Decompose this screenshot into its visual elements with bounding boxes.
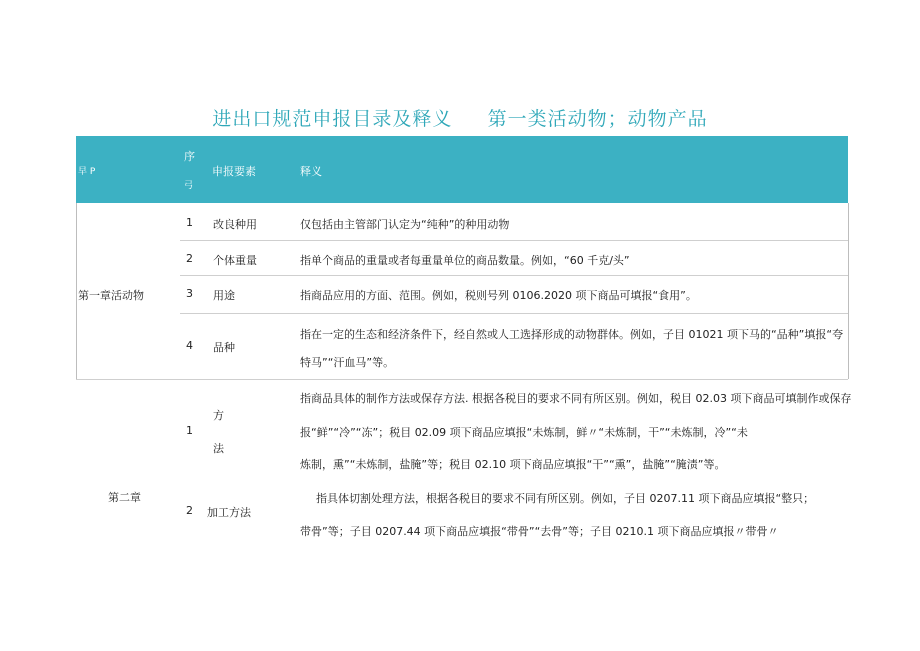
row-element: 品种 bbox=[213, 341, 235, 354]
chapter-name: 第二章 bbox=[108, 491, 141, 504]
row-element: 改良种用 bbox=[213, 218, 257, 231]
row-element: 加工方法 bbox=[207, 506, 251, 519]
left-border bbox=[76, 203, 77, 379]
chapter-name: 第一章活动物 bbox=[78, 289, 144, 302]
header-col-chapter: 早 P bbox=[78, 167, 96, 177]
row-description: 指单个商品的重量或者每重量单位的商品数量。例如，“60 千克/头” bbox=[300, 254, 630, 267]
header-col-element: 申报要素 bbox=[212, 165, 256, 178]
row-divider bbox=[180, 275, 848, 276]
row-description: 报“鲜”“冷”“冻”；税目 02.09 项下商品应填报“未炼制，鲜〃“未炼制，干”“未炼制，冷”“未 bbox=[300, 426, 748, 439]
row-element: 方 bbox=[213, 409, 224, 422]
header-col-desc: 释义 bbox=[300, 165, 322, 178]
row-number: 1 bbox=[186, 216, 193, 229]
row-description: 指商品具体的制作方法或保存方法. 根据各税目的要求不同有所区别。例如，税目 02.03 项下商品可填制作或保存 bbox=[300, 392, 852, 405]
table-header bbox=[76, 136, 848, 203]
row-number: 2 bbox=[186, 252, 193, 265]
row-number: 3 bbox=[186, 287, 193, 300]
row-element: 法 bbox=[213, 442, 224, 455]
row-description: 炼制，熏”“未炼制，盐腌”等；税目 02.10 项下商品应填报“干”“熏”，盐腌”“腌渍”等。 bbox=[300, 458, 726, 471]
header-col-no-bottom: 弓 bbox=[184, 181, 194, 191]
row-description: 指具体切割处理方法，根据各税目的要求不同有所区别。例如，子目 0207.11 项下商品应填报“整只； bbox=[316, 492, 815, 505]
row-divider bbox=[180, 313, 848, 314]
row-number: 1 bbox=[186, 424, 193, 437]
section-divider bbox=[76, 379, 848, 380]
row-divider bbox=[180, 240, 848, 241]
row-description: 指商品应用的方面、范围。例如，税则号列 0106.2020 项下商品可填报“食用”。 bbox=[300, 289, 697, 302]
row-description: 仅包括由主管部门认定为“纯种”的种用动物 bbox=[300, 218, 510, 231]
right-border bbox=[848, 203, 849, 379]
row-element: 个体重量 bbox=[213, 254, 257, 267]
page-title: 进出口规范申报目录及释义 第一类活动物；动物产品 bbox=[212, 108, 708, 130]
row-description: 特马”“汗血马”等。 bbox=[300, 356, 395, 369]
row-description: 指在一定的生态和经济条件下，经自然或人工选择形成的动物群体。例如，子目 01021 项下马的“品种”填报“夸 bbox=[300, 328, 844, 341]
row-description: 带骨”等；子目 0207.44 项下商品应填报“带骨”“去骨”等；子目 0210.1 项下商品应填报〃带骨〃 bbox=[300, 525, 779, 538]
row-element: 用途 bbox=[213, 289, 235, 302]
row-number: 2 bbox=[186, 504, 193, 517]
row-number: 4 bbox=[186, 339, 193, 352]
header-col-no-top: 序 bbox=[184, 150, 195, 163]
